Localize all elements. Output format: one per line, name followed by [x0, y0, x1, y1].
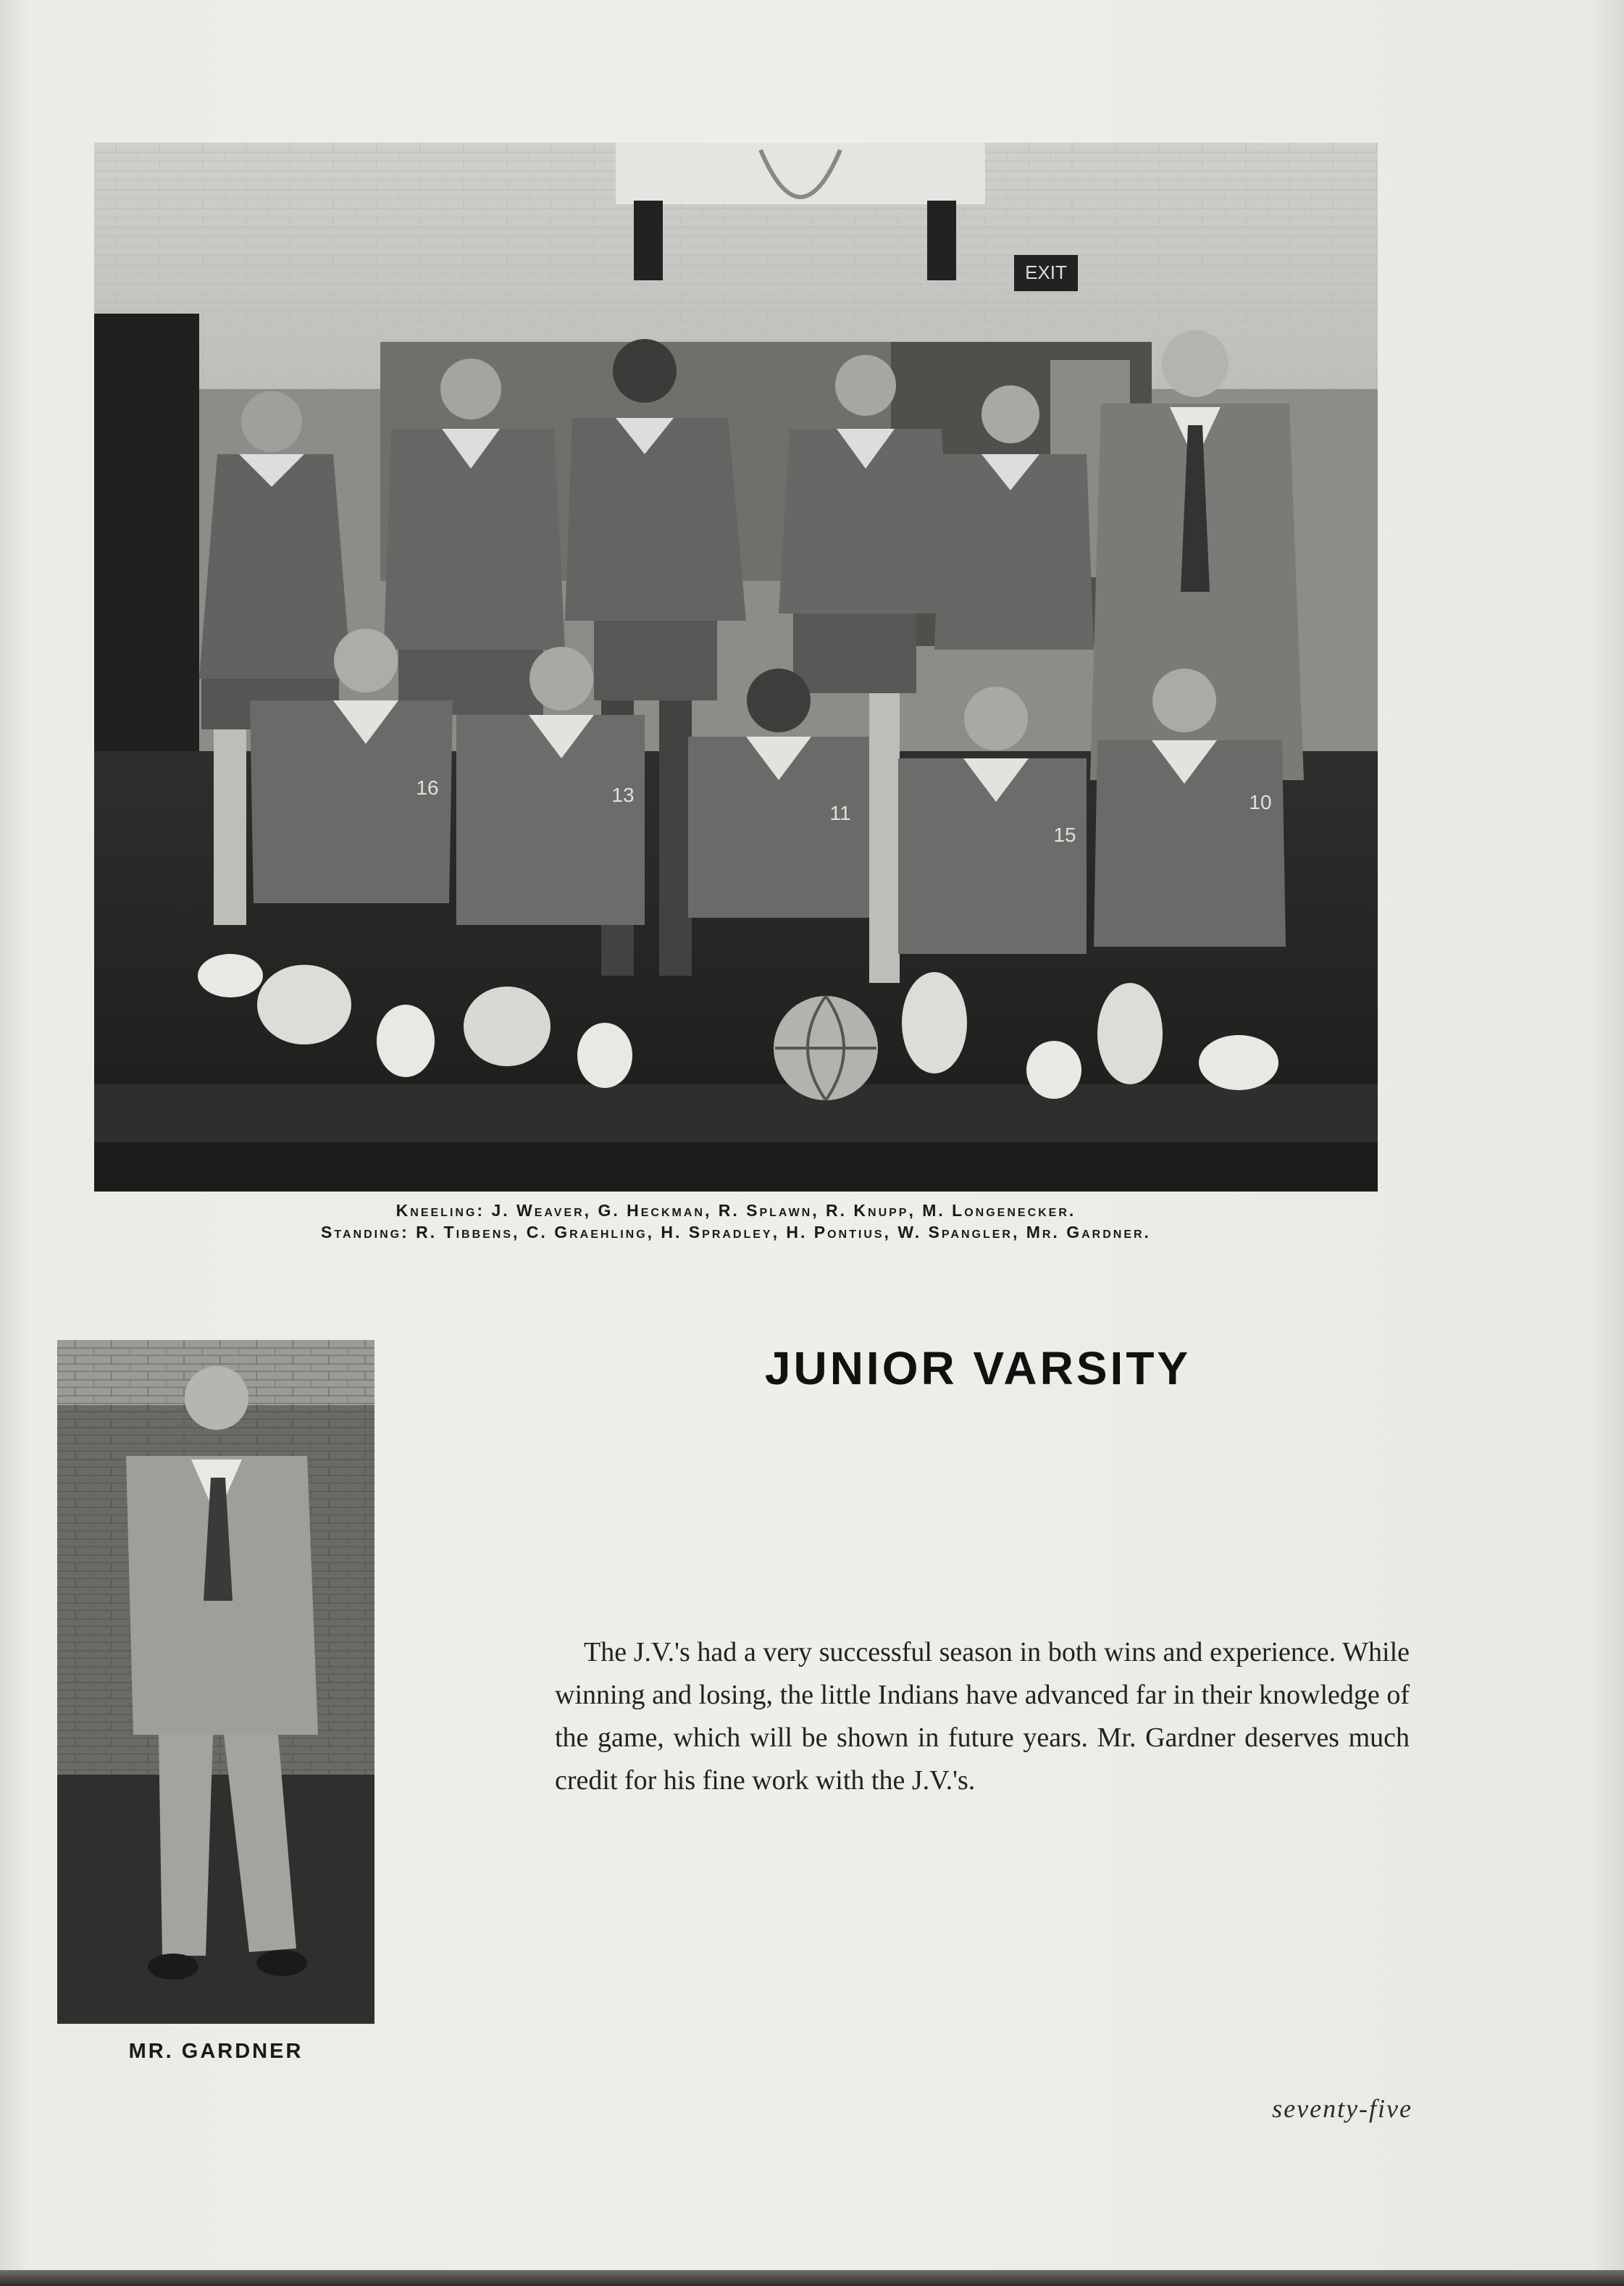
team-photo — [94, 143, 1378, 1192]
team-photo-image — [94, 143, 1378, 1192]
coach-photo-image — [57, 1340, 374, 2024]
exit-sign: EXIT — [1025, 261, 1067, 283]
jersey-number: 13 — [611, 784, 635, 806]
jersey-number: 15 — [1053, 824, 1076, 846]
coach-photo — [57, 1340, 374, 2024]
page-heading: JUNIOR VARSITY — [764, 1342, 1192, 1394]
page-edge — [0, 2270, 1624, 2286]
team-caption-standing: Standing: R. Tibbens, C. Graehling, H. Spradley, H. Pontius, W. Spangler, Mr. Gardner. — [321, 1223, 1151, 1242]
page-number: seventy-five — [1272, 2094, 1412, 2123]
jersey-number: 16 — [416, 776, 439, 799]
jersey-number: 11 — [829, 802, 851, 824]
coach-caption: MR. GARDNER — [128, 2040, 304, 2063]
article-body: The J.V.'s had a very successful season in both wins and experience. While winning and losing, the little Indians have advanced far in their knowledge of the game, which will be shown in future years. Mr. Gardner deserves much credit for his fine work with the J.V.'s. — [555, 1637, 1410, 1796]
team-caption-kneeling: Kneeling: J. Weaver, G. Heckman, R. Splawn, R. Knupp, M. Longenecker. — [395, 1201, 1076, 1220]
jersey-number: 10 — [1249, 791, 1272, 813]
